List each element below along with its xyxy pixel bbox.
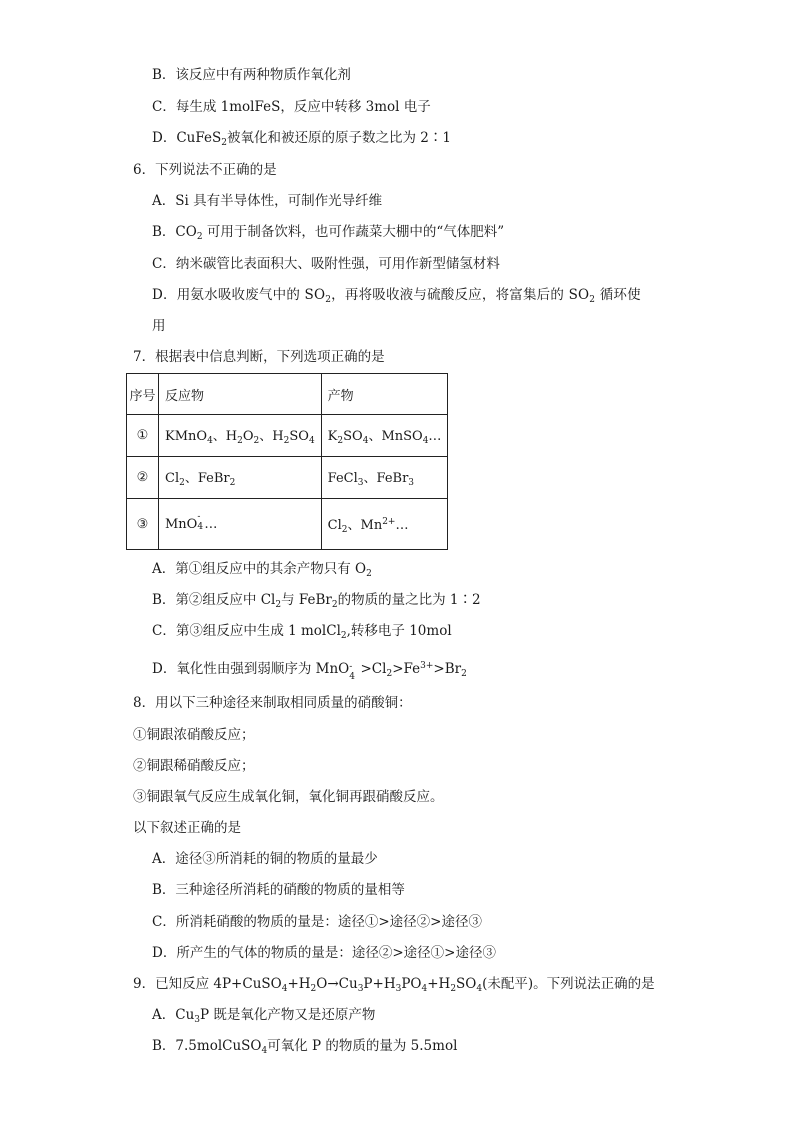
q5-option-b-text: B．该反应中有两种物质作氧化剂: [152, 67, 351, 83]
q6-option-d-text-end: 循环使: [595, 287, 641, 303]
q6-option-b: [152, 222, 504, 247]
q8-option-b-text: B．三种途径所消耗的硝酸的物质的量相等: [152, 882, 405, 898]
q6-option-c-text: C．纳米碳管比表面积大、吸附性强，可用作新型储氢材料: [152, 256, 500, 272]
formula-part: …: [428, 429, 442, 444]
subscript-4: 4: [197, 521, 204, 532]
q8-lead: [133, 818, 241, 838]
q6-option-c: [152, 254, 500, 274]
subscript: 4: [422, 436, 429, 446]
formula-part: SO: [343, 429, 363, 444]
q7-option-d-text: D．氧化性由强到弱顺序为 MnO: [152, 661, 350, 677]
q8-option-a-text: A．途径③所消耗的铜的物质的量最少: [152, 851, 378, 867]
q9-option-b-text-end: 可氧化 P 的物质的量为 5.5mol: [267, 1038, 458, 1054]
q8-option-d-text: D．所产生的气体的物质的量是：途径②>途径①>途径③: [152, 945, 496, 961]
q7-option-b-text: B．第②组反应中 Cl: [152, 592, 276, 608]
q6-option-b-text: B．CO: [152, 224, 197, 240]
table-header-row: [127, 374, 448, 415]
q9-stem: [133, 974, 655, 999]
q5-option-b: [152, 65, 351, 85]
q9-option-a: [152, 1005, 375, 1030]
subscript: 2: [283, 436, 290, 446]
row-number: ①: [127, 415, 159, 457]
header-cell-product: 产物: [321, 374, 448, 415]
superscript: 3+: [420, 661, 434, 671]
q8-option-d: [152, 943, 496, 963]
subscript: 2: [253, 436, 260, 446]
formula-part: +H: [427, 976, 451, 992]
q7-option-c-text-end: ,转移电子 10mol: [346, 623, 452, 639]
q7-option-b-text-mid: 与 FeBr: [281, 592, 332, 608]
q8-way-3: [133, 787, 444, 807]
subscript: 3: [194, 1015, 201, 1025]
formula-part: 、MnSO: [368, 429, 423, 444]
formula-part: SO: [289, 429, 309, 444]
subscript: 2: [337, 436, 344, 446]
superscript: 2+: [382, 516, 396, 527]
q7-option-c: [152, 621, 452, 646]
subscript: 4: [308, 436, 315, 446]
q6-option-d: [152, 285, 641, 310]
formula-part: PO: [401, 976, 422, 992]
q6-option-a: [152, 191, 382, 211]
q7-option-c-text: C．第③组反应中生成 1 molCl: [152, 623, 341, 639]
q5-option-d: [152, 128, 451, 153]
formula-part: 、Mn: [347, 517, 383, 533]
subscript: 4: [261, 1046, 268, 1056]
subscript: 2: [275, 600, 282, 610]
q8-option-c-text: C．所消耗硝酸的物质的量是：途径①>途径②>途径③: [152, 914, 482, 930]
subscript: 2: [331, 600, 338, 610]
formula-part: Cl: [327, 517, 342, 533]
reactant-cell: [159, 457, 322, 499]
subscript: 2: [461, 669, 467, 679]
subscript: 3: [357, 478, 364, 488]
subscript: 2: [386, 669, 393, 679]
table-row: [127, 457, 448, 499]
q6-option-a-text: A．Si 具有半导体性，可制作光导纤维: [152, 193, 383, 209]
subscript: 2: [450, 984, 457, 994]
formula-part: 、H: [212, 429, 238, 444]
formula-part: FeCl: [327, 471, 358, 486]
subscript-4: 4: [349, 672, 355, 682]
q6-option-d-text: D．用氨水吸收废气中的 SO: [152, 287, 326, 303]
row-number: ③: [127, 499, 159, 550]
q6-option-d-continuation: [152, 316, 166, 336]
formula-part: 、H: [259, 429, 284, 444]
row-number: ②: [127, 457, 159, 499]
subscript: 2: [589, 295, 596, 305]
subscript: 3: [408, 478, 415, 488]
q9-option-b-text: B．7.5molCuSO: [152, 1038, 262, 1054]
subscript: 2: [340, 631, 347, 641]
subscript: 2: [325, 295, 332, 305]
q8-way-1-text: ①铜跟浓硝酸反应；: [133, 727, 255, 743]
q7-stem-text: 7．根据表中信息判断，下列选项正确的是: [133, 349, 385, 365]
subscript: 2: [196, 232, 203, 242]
subscript: 3: [357, 984, 364, 994]
reaction-table: [126, 373, 448, 550]
header-cell-reactant: 反应物: [159, 374, 322, 415]
q5-option-c: [152, 97, 431, 117]
formula-part: …: [204, 516, 218, 532]
q8-way-2: [133, 756, 255, 776]
formula-part: O→Cu: [316, 976, 358, 992]
q7-option-a: [152, 559, 372, 584]
q8-way-1: [133, 725, 255, 745]
subscript: 4: [421, 984, 428, 994]
subscript: 2: [310, 984, 317, 994]
formula-part: O: [242, 429, 254, 444]
subscript: 4: [281, 984, 288, 994]
q5-option-c-text: C．每生成 1molFeS，反应中转移 3mol 电子: [152, 99, 431, 115]
q7-option-b: [152, 590, 481, 615]
table-row: [127, 415, 448, 457]
subscript: 4: [362, 436, 369, 446]
q7-option-d: [152, 656, 467, 684]
reactant-cell: [159, 415, 322, 457]
q8-option-a: [152, 849, 378, 869]
subscript: 2: [237, 436, 243, 446]
subscript: 2: [221, 138, 227, 148]
subscript: 3: [395, 984, 402, 994]
formula-part: P+H: [363, 976, 396, 992]
formula-part: Cl: [165, 471, 180, 486]
q7-option-d-text-mid: >Cl: [356, 661, 387, 677]
q8-lead-text: 以下叙述正确的是: [133, 820, 241, 836]
q7-option-b-text-end: 的物质的量之比为 1∶2: [337, 592, 481, 608]
q8-way-3-text: ③铜跟氧气反应生成氧化铜，氧化铜再跟硝酸反应。: [133, 789, 444, 805]
product-cell: [321, 457, 448, 499]
q7-option-d-text-mid2: >Fe: [392, 661, 421, 677]
superscript-minus: -: [349, 662, 353, 672]
formula-part: 、FeBr: [363, 471, 409, 486]
q8-stem: [133, 693, 412, 713]
q8-option-c: [152, 912, 482, 932]
q6-option-d-text-mid: ，再将吸收液与硫酸反应，将富集后的 SO: [331, 287, 590, 303]
q8-stem-text: 8．用以下三种途径来制取相同质量的硝酸铜：: [133, 695, 412, 711]
formula-part: K: [327, 429, 338, 444]
subscript: 4: [207, 436, 213, 446]
q6-option-d-cont-text: 用: [152, 318, 166, 334]
q9-stem-text: 9．已知反应 4P+CuSO: [133, 976, 282, 992]
superscript-minus: -: [197, 511, 201, 522]
q9-stem-text-end: (未配平)。下列说法正确的是: [482, 976, 655, 992]
q5-option-d-text: D．CuFeS: [152, 130, 222, 146]
q8-option-b: [152, 880, 405, 900]
formula-part: KMnO: [165, 429, 208, 444]
table-row: [127, 499, 448, 550]
q5-option-d-text-end: 被氧化和被还原的原子数之比为 2∶1: [226, 130, 451, 146]
subscript: 2: [229, 478, 236, 488]
q8-way-2-text: ②铜跟稀硝酸反应；: [133, 758, 255, 774]
subscript: 4: [476, 984, 483, 994]
subscript: 2: [341, 524, 348, 535]
q7-option-d-text-mid3: >Br: [433, 661, 462, 677]
formula-part: SO: [456, 976, 477, 992]
formula-part: 、FeBr: [184, 471, 230, 486]
q7-option-a-text: A．第①组反应中的其余产物只有 O: [152, 561, 367, 577]
subscript: 2: [179, 478, 185, 488]
q6-stem: [133, 160, 277, 180]
reactant-cell: [159, 499, 322, 550]
formula-part: MnO: [165, 516, 198, 532]
permanganate-charge-script: [197, 511, 204, 532]
q9-option-b: [152, 1036, 457, 1061]
subscript: 2: [366, 569, 372, 579]
permanganate-charge-script: [349, 662, 356, 682]
formula-part: +H: [287, 976, 311, 992]
formula-part: …: [395, 517, 409, 533]
product-cell: [321, 415, 448, 457]
header-cell-number: 序号: [127, 374, 159, 415]
q7-stem: [133, 347, 385, 367]
q6-option-b-text-end: 可用于制备饮料，也可作蔬菜大棚中的“气体肥料”: [202, 224, 505, 240]
q6-stem-text: 6．下列说法不正确的是: [133, 162, 277, 178]
q9-option-a-text-end: P 既是氧化产物又是还原产物: [200, 1007, 376, 1023]
product-cell: [321, 499, 448, 550]
q9-option-a-text: A．Cu: [152, 1007, 195, 1023]
